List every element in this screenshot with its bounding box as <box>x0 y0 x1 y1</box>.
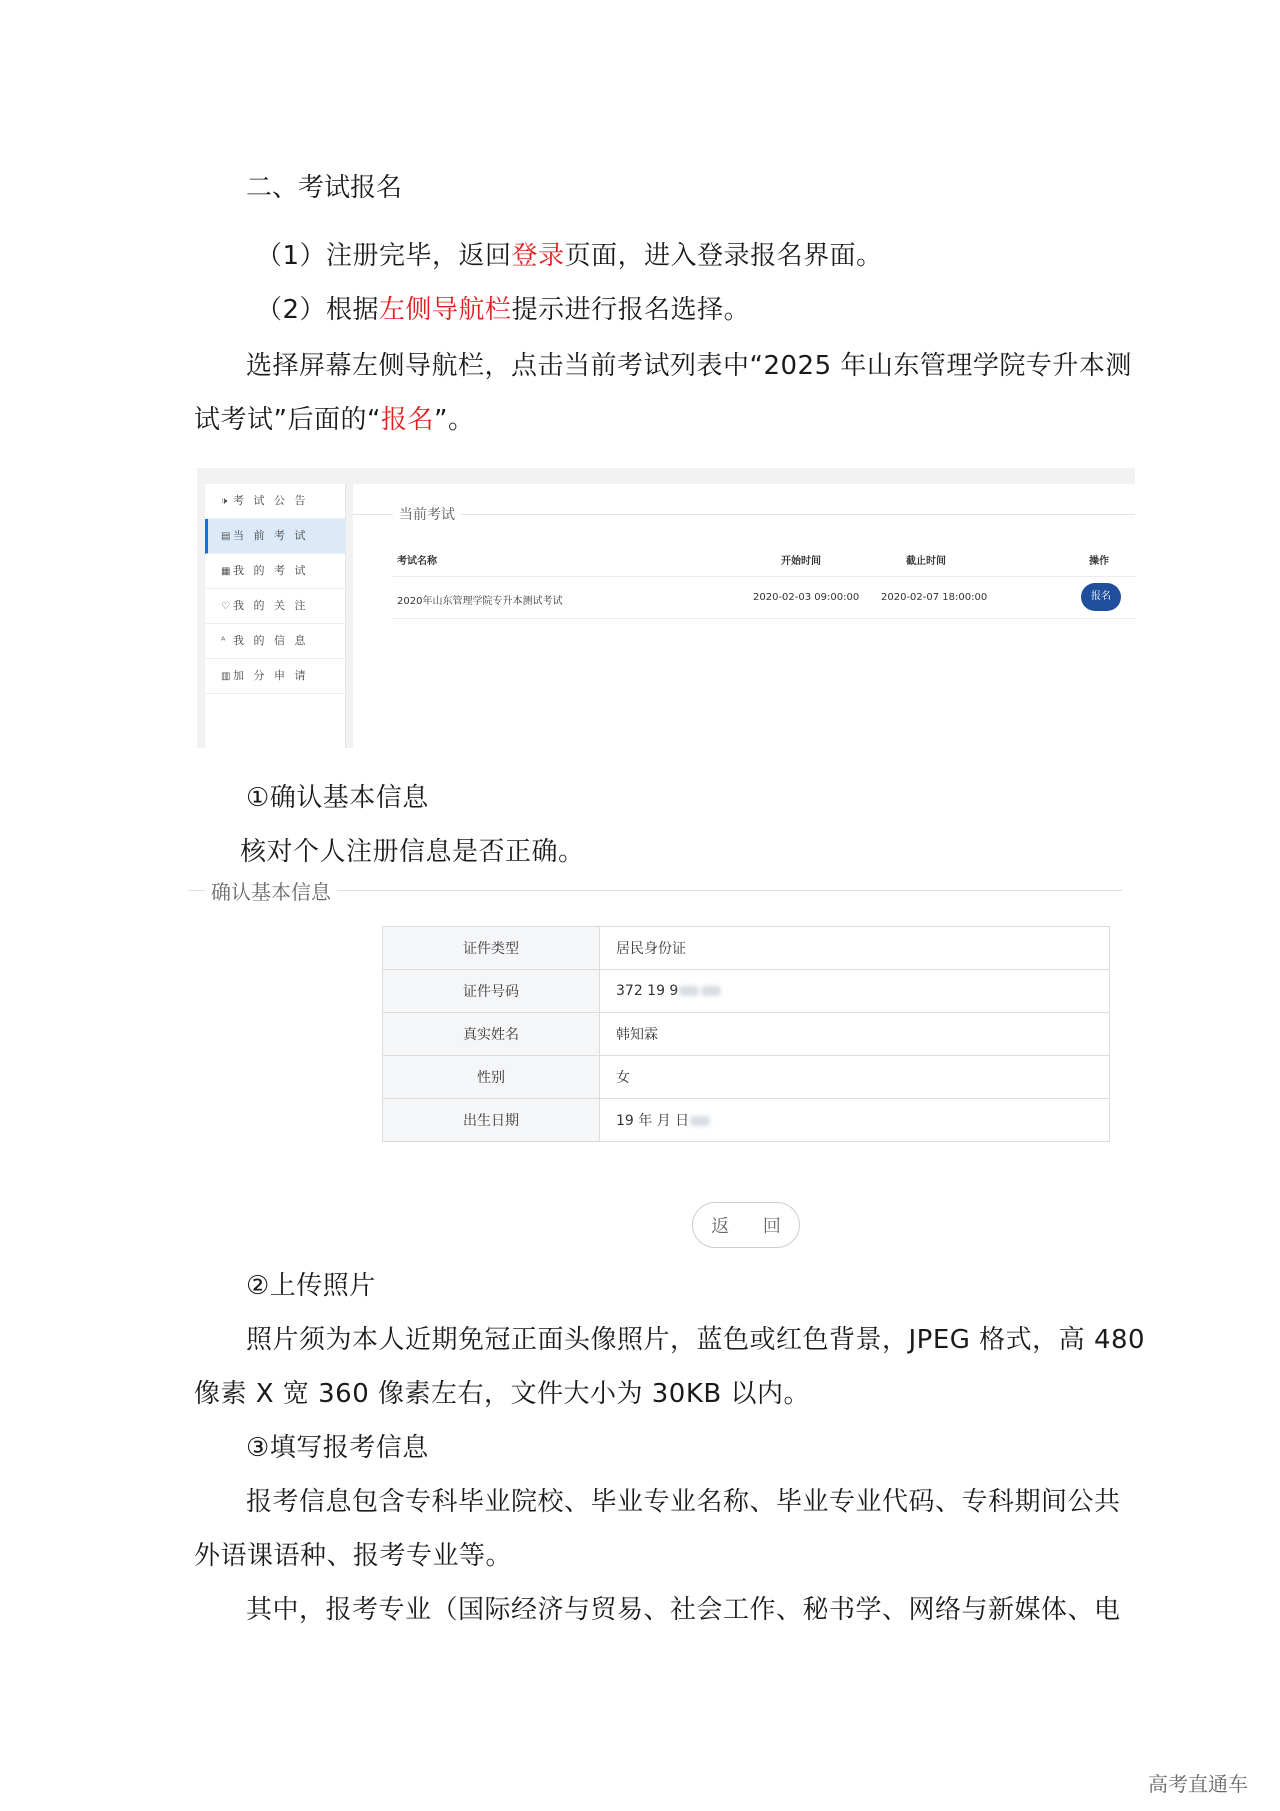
step2-paragraph <box>256 292 750 328</box>
exam-end-cell: 2020-02-07 18:00:00 <box>881 592 988 603</box>
column-header-end: 截止时间 <box>906 556 946 567</box>
sidebar-item-label: 我 的 信 息 <box>233 634 309 647</box>
section-title: 二、考试报名 <box>246 173 403 203</box>
last-para-line: 其中，报考专业（国际经济与贸易、社会工作、秘书学、网络与新媒体、电 <box>246 1595 1121 1625</box>
heart-icon: ♡ <box>221 601 230 612</box>
sub1-title: ①确认基本信息 <box>246 783 429 813</box>
column-header-name: 考试名称 <box>397 556 437 567</box>
register-exam-button[interactable]: 报名 <box>1081 583 1121 611</box>
id-number-value <box>600 970 1110 1013</box>
id-number-text: 372 19 9 <box>616 983 679 999</box>
gender-value: 女 <box>600 1056 1110 1099</box>
panel-legend: 当前考试 <box>393 504 461 524</box>
select-para-line2 <box>194 402 474 438</box>
exam-start-cell: 2020-02-03 09:00:00 <box>753 592 860 603</box>
sub3-title: ③填写报考信息 <box>246 1433 429 1463</box>
sidebar-item-my-follows[interactable] <box>205 589 345 624</box>
table-row <box>383 1013 1110 1056</box>
sidebar-item-my-info[interactable] <box>205 624 345 659</box>
watermark-text: 高考直通车 <box>1148 1772 1248 1796</box>
sidebar-item-label: 当 前 考 试 <box>233 529 309 542</box>
sidebar-item-announcement[interactable] <box>205 484 345 519</box>
step1-prefix: （1）注册完毕，返回 <box>256 241 512 271</box>
info-para-line2: 外语课语种、报考专业等。 <box>194 1541 513 1571</box>
speaker-icon: 🕩 <box>221 496 228 507</box>
sub2-title: ②上传照片 <box>246 1271 376 1301</box>
select-line2-prefix: 试考试”后面的“ <box>194 405 381 435</box>
column-header-start: 开始时间 <box>781 556 821 567</box>
select-line2-highlight: 报名 <box>380 405 434 435</box>
redaction-blur <box>701 986 721 996</box>
birth-date-label: 出生日期 <box>383 1099 600 1142</box>
real-name-value: 韩知霖 <box>600 1013 1110 1056</box>
exam-name-cell: 2020年山东管理学院专升本测试考试 <box>397 596 563 607</box>
step2-highlight: 左侧导航栏 <box>379 295 512 325</box>
sidebar-item-label: 考 试 公 告 <box>233 494 309 507</box>
column-header-action: 操作 <box>1089 556 1109 567</box>
table-row <box>383 1056 1110 1099</box>
table-row <box>383 970 1110 1013</box>
table-row <box>383 927 1110 970</box>
table-row <box>383 1099 1110 1142</box>
select-para-line1: 选择屏幕左侧导航栏，点击当前考试列表中“2025 年山东管理学院专升本测 <box>246 351 1132 381</box>
confirm-legend: 确认基本信息 <box>205 876 337 905</box>
redaction-blur <box>690 1116 710 1126</box>
list-icon: ▦ <box>221 566 231 577</box>
back-button[interactable]: 返 回 <box>692 1202 800 1248</box>
sub1-text: 核对个人注册信息是否正确。 <box>240 837 585 867</box>
header-divider <box>393 576 1135 577</box>
step1-suffix: 页面，进入登录报名界面。 <box>564 241 883 271</box>
step2-prefix: （2）根据 <box>256 295 380 325</box>
info-para-line1: 报考信息包含专科毕业院校、毕业专业名称、毕业专业代码、专科期间公共 <box>246 1487 1121 1517</box>
birth-date-value <box>600 1099 1110 1142</box>
id-number-label: 证件号码 <box>383 970 600 1013</box>
row-divider <box>393 618 1135 619</box>
sidebar-item-label: 我 的 考 试 <box>233 564 309 577</box>
legend-divider <box>353 514 1135 515</box>
exam-list-panel <box>353 484 1135 748</box>
user-icon: ᴬ <box>221 636 226 647</box>
redaction-blur <box>679 986 699 996</box>
sidebar-item-label: 我 的 关 注 <box>233 599 309 612</box>
real-name-label: 真实姓名 <box>383 1013 600 1056</box>
select-line2-suffix: ”。 <box>433 405 475 435</box>
step1-highlight: 登录 <box>511 241 565 271</box>
exam-list-screenshot <box>197 468 1135 748</box>
birth-date-text: 19 年 月 日 <box>616 1113 690 1129</box>
gender-label: 性别 <box>383 1056 600 1099</box>
step1-paragraph <box>256 238 883 274</box>
photo-para-line1: 照片须为本人近期免冠正面头像照片，蓝色或红色背景，JPEG 格式，高 480 <box>246 1325 1146 1355</box>
photo-para-line2: 像素 X 宽 360 像素左右，文件大小为 30KB 以内。 <box>194 1379 810 1409</box>
id-type-value: 居民身份证 <box>600 927 1110 970</box>
bonus-icon: ▥ <box>221 671 231 682</box>
doc-icon: ▤ <box>221 531 231 542</box>
basic-info-table <box>382 926 1110 1142</box>
sidebar-item-current-exam[interactable] <box>205 519 345 554</box>
sidebar-item-my-exams[interactable] <box>205 554 345 589</box>
sidebar-item-label: 加 分 申 请 <box>233 669 309 682</box>
id-type-label: 证件类型 <box>383 927 600 970</box>
sidebar-nav <box>205 484 346 748</box>
step2-suffix: 提示进行报名选择。 <box>511 295 751 325</box>
sidebar-item-bonus-apply[interactable] <box>205 659 345 694</box>
